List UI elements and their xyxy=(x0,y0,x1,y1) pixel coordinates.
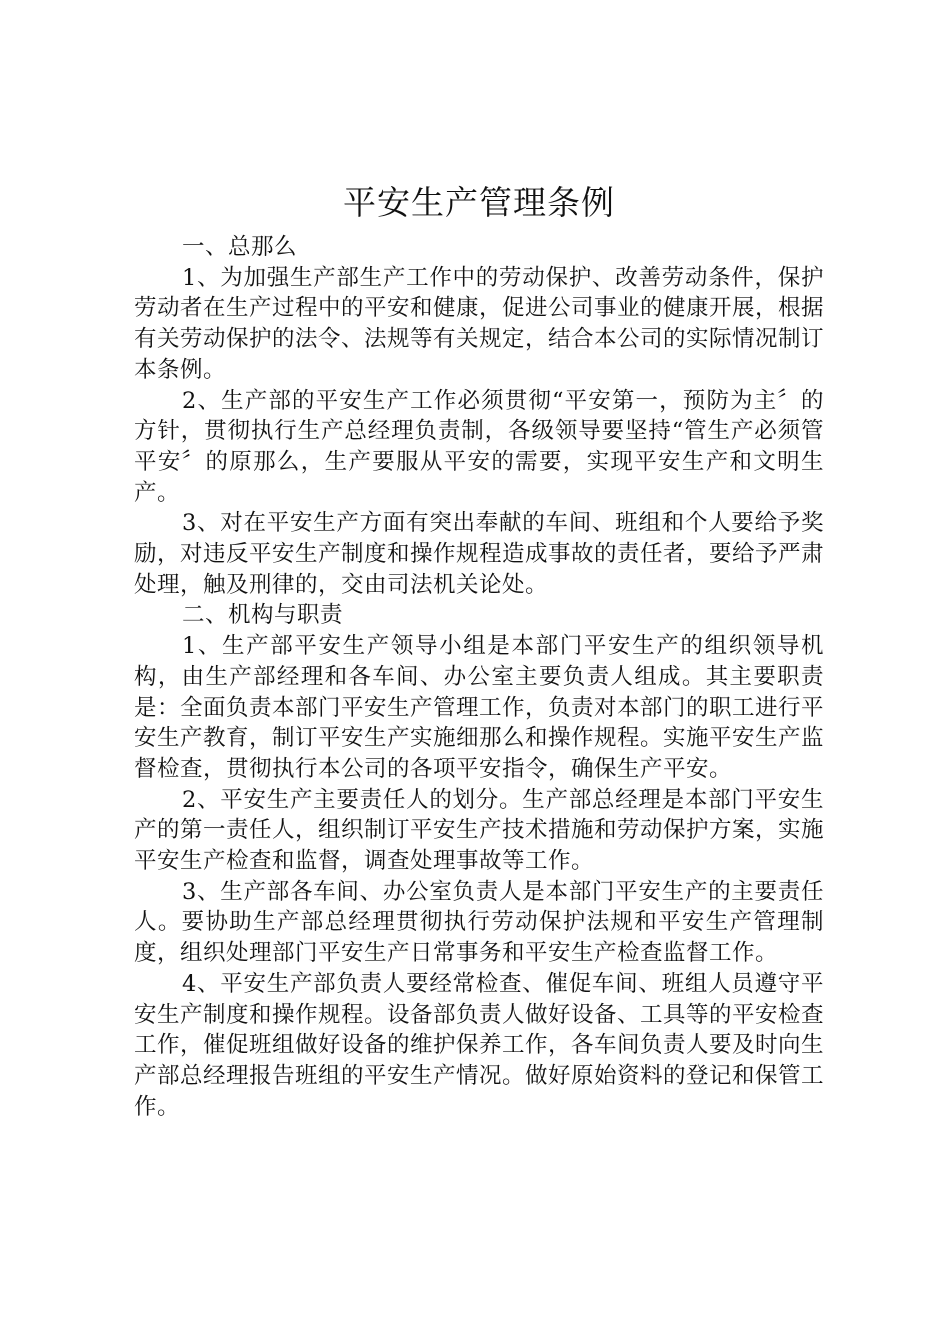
section-heading: 一、总那么 xyxy=(182,234,298,260)
document-page xyxy=(134,178,824,1122)
paragraph: 3、对在平安生产方面有突出奉献的车间、班组和个人要给予奖励，对违反平安生产制度和操作规程造成事故的责任者，要给予严肃处理，触及刑律的，交由司法机关论处。 xyxy=(134,510,825,598)
section-heading: 二、机构与职责 xyxy=(182,602,344,629)
paragraph: 1、生产部平安生产领导小组是本部门平安生产的组织领导机构，由生产部经理和各车间、办公室主要负责人组成。其主要职责是：全面负责本部门平安生产管理工作，负责对本部门的职工进行平安生产教育，制订平安生产实施细那么和操作规程。实施平安生产监督检查，贯彻执行本公司的各项平安指令，确保生产平安。 xyxy=(134,633,825,782)
paragraph: 2、生产部的平安生产工作必须贯彻“平安第一，预防为主〞的方针，贯彻执行生产总经理负责制，各级领导要坚持“管生产必须管平安〞的原那么，生产要服从平安的需要，实现平安生产和文明生产。 xyxy=(134,387,824,506)
paragraph: 4、平安生产部负责人要经常检查、催促车间、班组人员遵守平安生产制度和操作规程。设备部负责人做好设备、工具等的平安检查工作，催促班组做好设备的维护保养工作，各车间负责人要及时向生产部总经理报告班组的平安生产情况。做好原始资料的登记和保管工作。 xyxy=(134,970,825,1120)
section-general xyxy=(134,232,824,600)
section-organization xyxy=(134,600,824,1122)
document-title: 平安生产管理条例 xyxy=(343,183,615,222)
paragraph: 2、平安生产主要责任人的划分。生产部总经理是本部门平安生产的第一责任人，组织制订平安生产技术措施和劳动保护方案，实施平安生产检查和监督，调查处理事故等工作。 xyxy=(134,786,825,875)
paragraph: 3、生产部各车间、办公室负责人是本部门平安生产的主要责任人。要协助生产部总经理贯彻执行劳动保护法规和平安生产管理制度，组织处理部门平安生产日常事务和平安生产检查监督工作。 xyxy=(134,878,824,967)
paragraph: 1、为加强生产部生产工作中的劳动保护、改善劳动条件，保护劳动者在生产过程中的平安和健康，促进公司事业的健康开展，根据有关劳动保护的法令、法规等有关规定，结合本公司的实际情况制订本条例。 xyxy=(134,264,825,383)
